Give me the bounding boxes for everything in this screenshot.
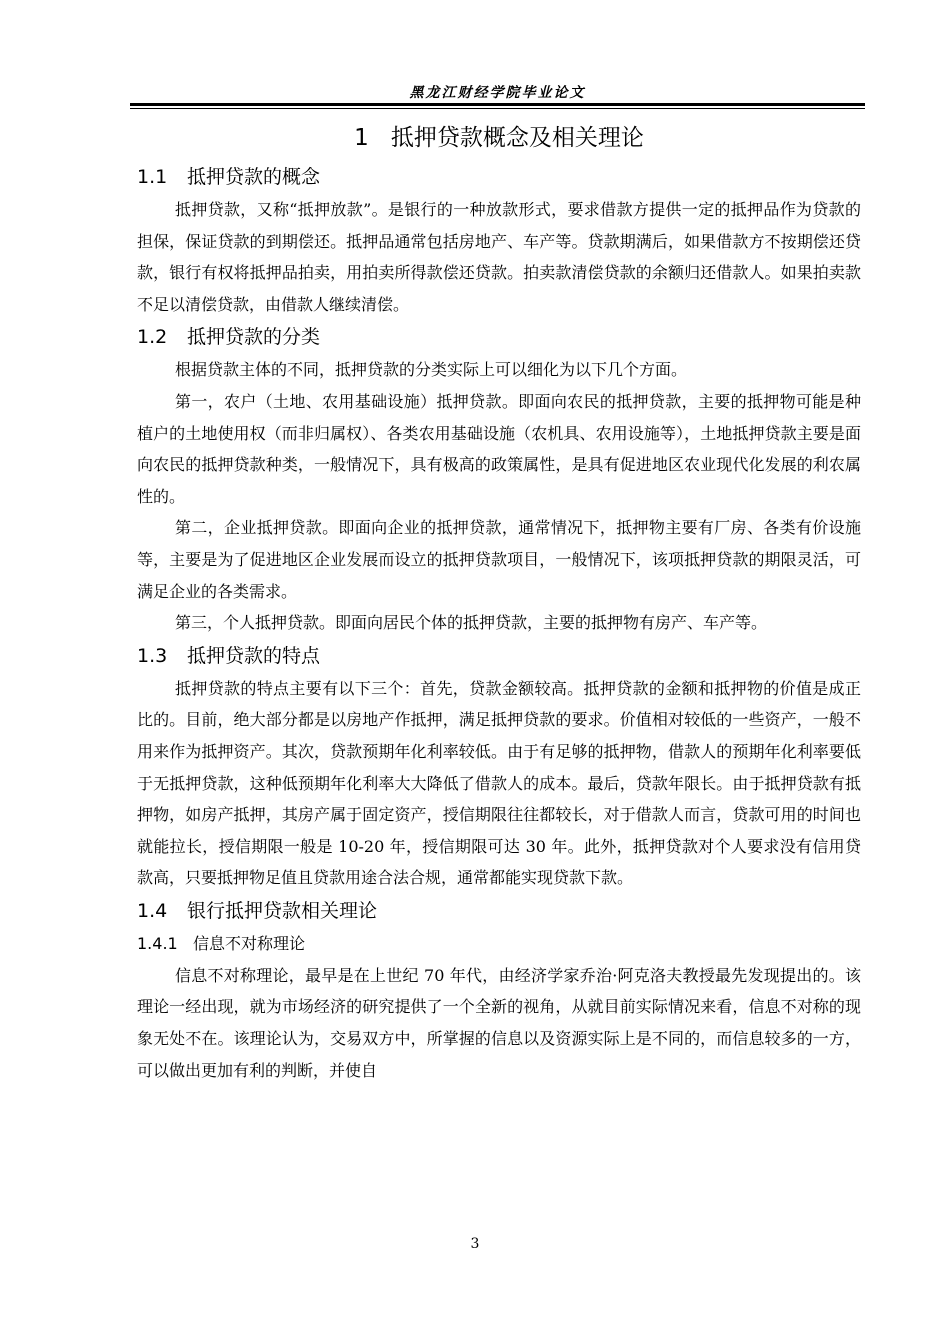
paragraph: 第二，企业抵押贷款。即面向企业的抵押贷款，通常情况下，抵押物主要有厂房、各类有价设施等，主要是为了促进地区企业发展而设立的抵押贷款项目，一般情况下，该项抵押贷款的期限灵活，可满足企业的各类需求。 xyxy=(137,518,861,601)
header-rule-thick xyxy=(130,103,865,106)
subsection-heading xyxy=(137,928,861,960)
chapter-number: 1 xyxy=(354,125,369,151)
header-rule-thin xyxy=(130,108,865,109)
paragraph: 第一，农户（土地、农用基础设施）抵押贷款。即面向农民的抵押贷款，主要的抵押物可能是种植户的土地使用权（而非归属权）、各类农用基础设施（农机具、农用设施等），土地抵押贷款主要是面向农民的抵押贷款种类，一般情况下，具有极高的政策属性，是具有促进地区农业现代化发展的利农属性的。 xyxy=(137,391,861,506)
paragraph: 根据贷款主体的不同，抵押贷款的分类实际上可以细化为以下几个方面。 xyxy=(175,360,688,380)
chapter-heading xyxy=(137,118,861,158)
paragraph: 第三，个人抵押贷款。即面向居民个体的抵押贷款，主要的抵押物有房产、车产等。 xyxy=(175,613,768,633)
page-body xyxy=(137,118,861,1086)
subsection-title: 信息不对称理论 xyxy=(193,933,306,953)
section-title: 抵押贷款的分类 xyxy=(187,326,321,349)
section-title: 抵押贷款的特点 xyxy=(187,644,321,667)
section-heading xyxy=(137,894,861,928)
running-header: 黑龙江财经学院毕业论文 xyxy=(409,85,586,101)
section-number: 1.4 xyxy=(137,899,168,922)
page-number: 3 xyxy=(470,1236,480,1252)
paragraph: 抵押贷款，又称“抵押放款”。是银行的一种放款形式，要求借款方提供一定的抵押品作为贷款的担保，保证贷款的到期偿还。抵押品通常包括房地产、车产等。贷款期满后，如果借款方不按期偿还贷款，银行有权将抵押品拍卖，用拍卖所得款偿还贷款。拍卖款清偿贷款的余额归还借款人。如果拍卖款不足以清偿贷款，由借款人继续清偿。 xyxy=(137,200,861,314)
paragraph: 抵押贷款的特点主要有以下三个：首先，贷款金额较高。抵押贷款的金额和抵押物的价值是成正比的。目前，绝大部分都是以房地产作抵押，满足抵押贷款的要求。价值相对较低的一些资产，一般不用来作为抵押资产。其次，贷款预期年化利率较低。由于有足够的抵押物，借款人的预期年化利率要低于无抵押贷款，这种低预期年化利率大大降低了借款人的成本。最后，贷款年限长。由于抵押贷款有抵押物，如房产抵押，其房产属于固定资产，授信期限往往都较长，对于借款人而言，贷款可用的时间也就能拉长，授信期限一般是 10-20 年，授信期限可达 30 年。此外，抵押贷款对个人要求没有信用贷款高，只要抵押物足值且贷款用途合法合规，通常都能实现贷款下款。 xyxy=(137,678,861,888)
subsection-number: 1.4.1 xyxy=(137,933,178,953)
section-number: 1.2 xyxy=(137,326,168,349)
section-heading xyxy=(137,639,861,673)
section-number: 1.3 xyxy=(137,644,168,667)
section-number: 1.1 xyxy=(137,166,168,188)
paragraph: 信息不对称理论，最早是在上世纪 70 年代，由经济学家乔治·阿克洛夫教授最先发现提出的。该理论一经出现，就为市场经济的研究提供了一个全新的视角，从就目前实际情况来看，信息不对称的现象无处不在。该理论认为，交易双方中，所掌握的信息以及资源实际上是不同的，而信息较多的一方，可以做出更加有利的判断，并使自 xyxy=(137,965,861,1080)
section-title: 银行抵押贷款相关理论 xyxy=(187,899,378,922)
section-title: 抵押贷款的概念 xyxy=(187,166,321,188)
section-heading xyxy=(137,320,861,354)
chapter-title: 抵押贷款概念及相关理论 xyxy=(390,125,644,151)
section-heading xyxy=(137,160,861,194)
